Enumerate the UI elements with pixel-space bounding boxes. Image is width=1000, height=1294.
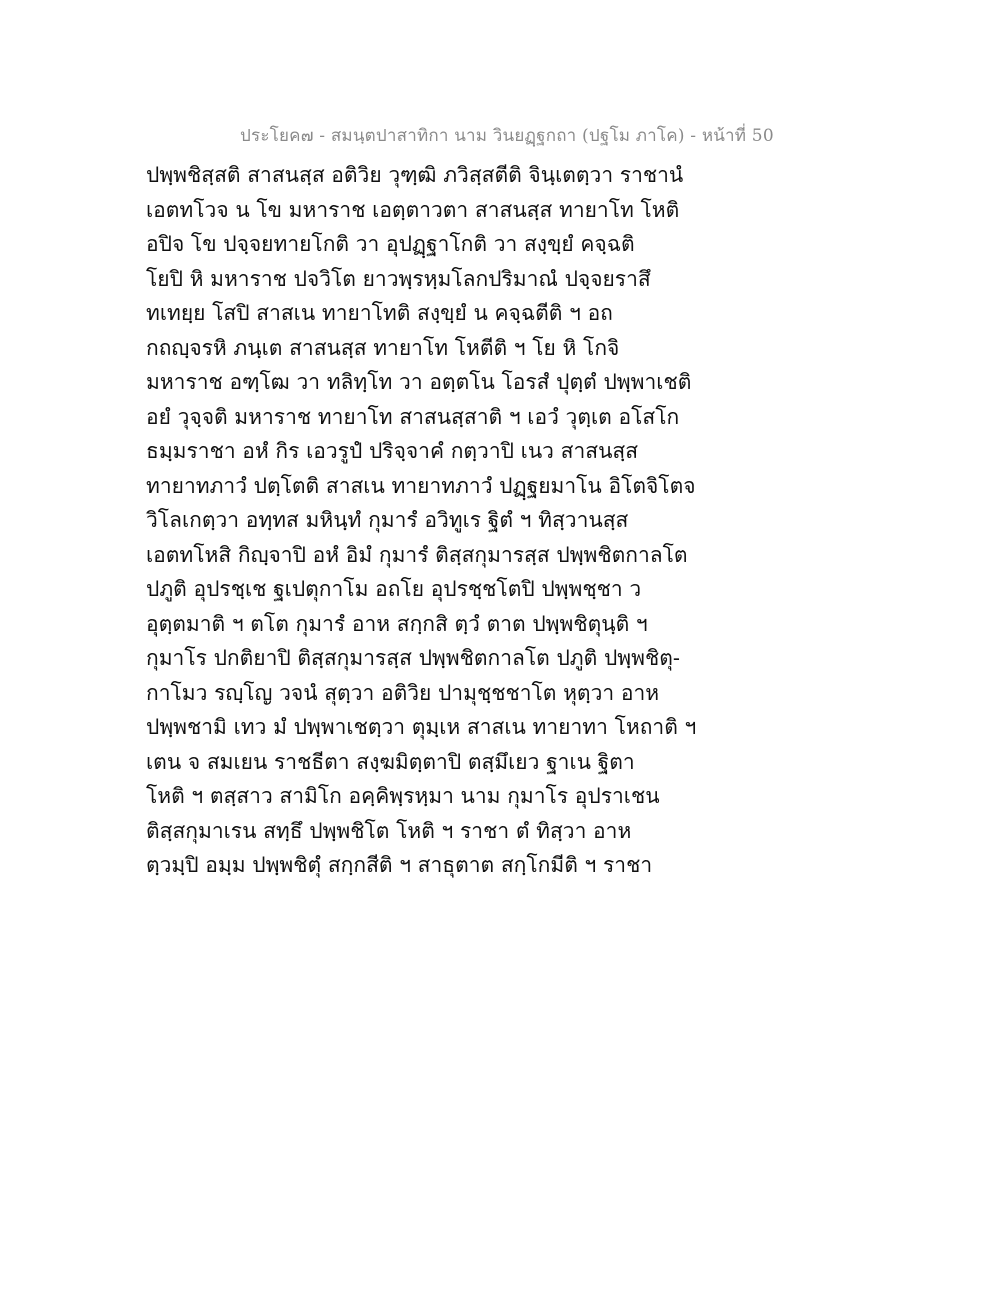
text-line-12: เอตทโหสิ กิญฺจาปิ อหํ อิมํ กุมารํ ติสฺสกุมารสฺส ปพฺพชิตกาลโต [146, 542, 688, 567]
text-line-18: เตน จ สมเยน ราชธีตา สงฺฆมิตฺตาปิ ตสฺมึเยว ฐาเน ฐิตา [146, 749, 635, 774]
text-line-21: ตฺวมฺปิ อมฺม ปพฺพชิตุํ สกฺกสีติ ฯ สาธุตาต สกฺโกมีติ ฯ ราชา [146, 853, 653, 877]
text-line-7: มหาราช อฑฺโฒ วา ทลิทฺโท วา อตฺตโน โอรสํ ปุตฺตํ ปพฺพาเชติ [146, 370, 692, 394]
text-line-1: ปพฺพชิสฺสติ สาสนสฺส อติวิย วุฑฺฒิ ภวิสฺสตีติ จินฺเตตฺวา ราชานํ [146, 163, 684, 187]
text-line-15: กุมาโร ปกติยาปิ ติสฺสกุมารสฺส ปพฺพชิตกาลโต ปภูติ ปพฺพชิตุ- [146, 646, 680, 670]
text-line-14: อุตฺตมาติ ฯ ตโต กุมารํ อาห สกฺกสิ ตฺวํ ตาต ปพฺพชิตุนฺติ ฯ [146, 611, 648, 636]
text-line-20: ติสฺสกุมาเรน สทฺธึ ปพฺพชิโต โหติ ฯ ราชา ตํ ทิสฺวา อาห [146, 818, 632, 843]
text-line-3: อปิจ โข ปจฺจยทายโกติ วา อุปฏฺฐาโกติ วา สงฺขฺยํ คจฺฉติ [146, 232, 635, 256]
running-header: ประโยค๗ - สมนฺตปาสาทิกา นาม วินยฏฺฐกถา (ปฐโม ภาโค) - หน้าที่ 50 [240, 126, 774, 146]
text-line-10: ทายาทภาวํ ปตฺโตติ สาสเน ทายาทภาวํ ปฏฺฐยมาโน อิโตจิโตจ [146, 473, 696, 498]
text-line-2: เอตทโวจ น โข มหาราช เอตฺตาวตา สาสนสฺส ทายาโท โหติ [146, 197, 680, 222]
text-line-6: กถญฺจรหิ ภนฺเต สาสนสฺส ทายาโท โหตีติ ฯ โย หิ โกจิ [146, 335, 620, 360]
text-line-5: ทเทยฺย โสปิ สาสเน ทายาโทติ สงฺขฺยํ น คจฺฉตีติ ฯ อถ [146, 301, 613, 325]
text-line-8: อยํ วุจฺจติ มหาราช ทายาโท สาสนสฺสาติ ฯ เอวํ วุตฺเต อโสโก [146, 404, 680, 429]
text-line-4: โยปิ หิ มหาราช ปจวิโต ยาวพฺรหฺมโลกปริมาณํ ปจฺจยราสึ [146, 266, 651, 291]
text-line-19: โหติ ฯ ตสฺสาว สามิโก อคฺคิพฺรหฺมา นาม กุมาโร อุปราเชน [146, 784, 660, 808]
text-line-17: ปพฺพชามิ เทว มํ ปพฺพาเชตฺวา ตุมฺเห สาสเน ทายาทา โหถาติ ฯ [146, 715, 697, 739]
text-line-16: กาโมว รญฺโญ วจนํ สุตฺวา อติวิย ปามุชฺชชาโต หุตฺวา อาห [146, 680, 660, 705]
text-line-11: วิโลเกตฺวา อทฺทส มหินฺทํ กุมารํ อวิทูเร ฐิตํ ฯ ทิสฺวานสฺส [146, 508, 629, 532]
text-line-9: ธมฺมราชา อหํ กิร เอวรูปํ ปริจฺจาคํ กตฺวาปิ เนว สาสนสฺส [146, 439, 639, 463]
text-line-13: ปภูติ อุปรชฺเช ฐเปตุกาโม อถโย อุปรชฺชโตปิ ปพฺพชฺชา ว [146, 577, 642, 601]
body-text [146, 158, 706, 883]
